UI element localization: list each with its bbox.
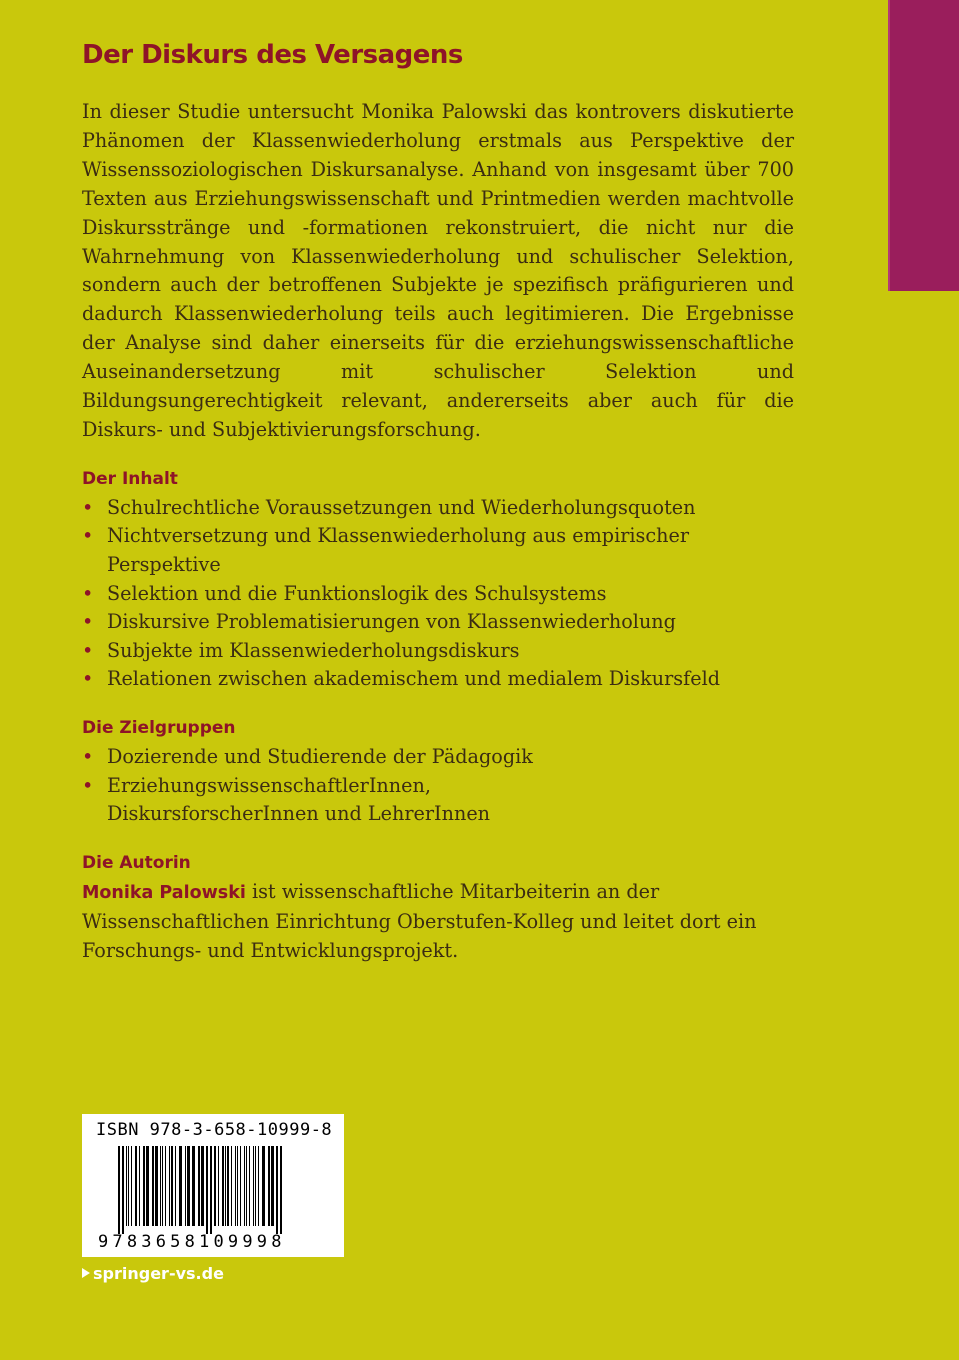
author-heading: Die Autorin — [82, 852, 191, 873]
arrow-right-icon — [82, 1268, 90, 1278]
contents-heading: Der Inhalt — [82, 468, 178, 489]
list-item: • Nichtversetzung und Klassenwiederholung aus empirischer Perspektive — [82, 524, 690, 577]
publisher-link[interactable] — [82, 1264, 224, 1283]
list-item: • Subjekte im Klassenwiederholungsdiskurs — [82, 637, 794, 666]
list-item: • Schulrechtliche Voraussetzungen und Wiederholungsquoten — [82, 494, 794, 523]
bullet-icon: • — [82, 524, 94, 548]
author-name: Monika Palowski — [82, 882, 246, 903]
isbn-barcode — [82, 1114, 344, 1257]
bullet-icon: • — [82, 638, 94, 662]
list-item: • Selektion und die Funktionslogik des Schulsystems — [82, 580, 794, 609]
bullet-icon: • — [82, 495, 94, 519]
author-bio — [82, 878, 794, 966]
isbn-label: ISBN 978-3-658-10999-8 — [96, 1120, 333, 1140]
contents-list — [82, 494, 794, 694]
bullet-icon: • — [82, 581, 94, 605]
audience-list — [82, 743, 794, 829]
bullet-icon: • — [82, 745, 94, 769]
bullet-icon: • — [82, 773, 94, 797]
barcode-digits: 9783658109998 — [98, 1232, 286, 1252]
publisher-url: springer-vs.de — [93, 1264, 224, 1283]
intro-paragraph: In dieser Studie untersucht Monika Palowski das kontrovers diskutierte Phänomen der Klassenwiederholung erstmals aus Perspektive der Wissenssoziologischen Diskursanalyse. Anhand von insgesamt über 700 Texten aus Erziehungswissenschaft und Printmedien werden machtvolle Diskursstränge und -formationen rekonstruiert, die nicht nur die Wahrnehmung von Klassenwiederholung und schulischer Selektion, sondern auch der betroffenen Subjekte je spezifisch präfigurieren und dadurch Klassenwiederholung teils auch legitimieren. Die Ergebnisse der Analyse sind daher einerseits für die erziehungswissenschaftliche Auseinandersetzung mit schulischer Selektion und Bildungsungerechtigkeit relevant, andererseits aber auch für die Diskurs- und Subjektivierungsforschung. — [82, 100, 794, 441]
list-item: • Relationen zwischen akademischem und medialem Diskursfeld — [82, 665, 794, 694]
book-title: Der Diskurs des Versagens — [82, 40, 463, 70]
back-cover-content — [82, 40, 794, 966]
bullet-icon: • — [82, 667, 94, 691]
audience-heading: Die Zielgruppen — [82, 718, 236, 739]
barcode-bars — [118, 1146, 330, 1234]
spine-color-bar — [888, 0, 959, 291]
list-item: • ErziehungswissenschaftlerInnen, DiskursforscherInnen und LehrerInnen — [82, 773, 491, 826]
bullet-icon: • — [82, 610, 94, 634]
list-item: • Dozierende und Studierende der Pädagogik — [82, 743, 794, 772]
list-item: • Diskursive Problematisierungen von Klassenwiederholung — [82, 608, 794, 637]
author-bio-text: ist wissenschaftliche Mitarbeiterin an der Wissenschaftlichen Einrichtung Oberstufen-Kolleg und leitet dort ein Forschungs- und Entwicklungsprojekt. — [82, 879, 757, 962]
